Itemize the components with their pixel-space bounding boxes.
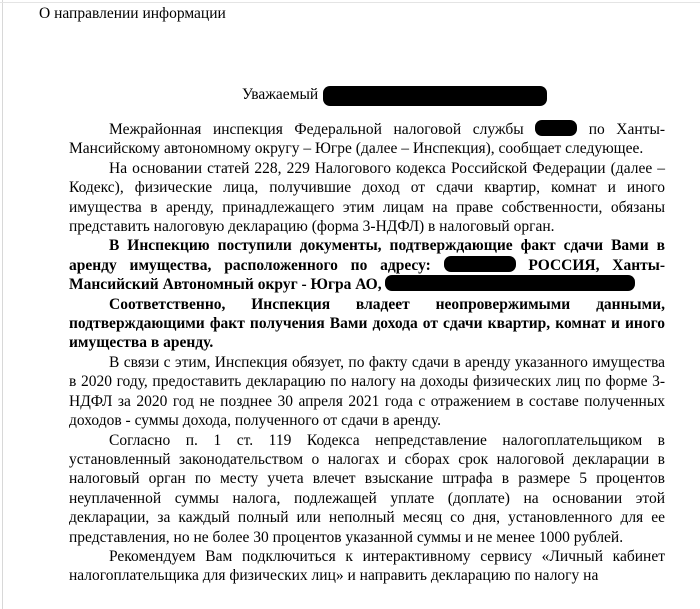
subject-line: О направлении информации <box>39 5 226 22</box>
paragraph-3: В Инспекцию поступили документы, подтверждающие факт сдачи Вами в аренду имущества, расположенного по адресу: РОССИЯ, Ханты-Мансийский Автономный округ - Югра АО, <box>69 237 666 294</box>
paragraph-5: В связи с этим, Инспекция обязует, по факту сдачи в аренду указанного имущества в 2020 году, предоставить декларацию по налогу на доходы физических лиц по форме 3-НДФЛ за 2020 год не позднее 30 апреля 2021 года с отражением в составе полученных доходов - суммы дохода, полученного от сдачи в аренду. <box>69 353 665 430</box>
paragraph-6: Согласно п. 1 ст. 119 Кодекса непредставление налогоплательщиком в установленный законодательством о налогах и сборах срок налоговой декларации в налоговый орган по месту учета влечет взыскание штрафа в размере 5 процентов неуплаченной суммы налога, подлежащей уплате (доплате) на основании этой декларации, за каждый полный или неполный месяц со дня, установленного для ее представления, но не более 30 процентов указанной суммы и не менее 1000 рублей. <box>69 431 665 546</box>
greeting: Уважаемый <box>242 86 319 103</box>
letter-body <box>69 120 665 586</box>
paragraph-7: Рекомендуем Вам подключиться к интерактивному сервису «Личный кабинет налогоплательщика для физических лиц» и направить декларацию по налогу на <box>69 547 665 585</box>
paragraph-4: Соответственно, Инспекция владеет неопровержимыми данными, подтверждающими факт получения Вами дохода от сдачи квартир, комнат и иного имущества в аренду. <box>69 295 665 352</box>
redacted-address-rest <box>385 275 635 291</box>
paragraph-2: На основании статей 228, 229 Налогового кодекса Российской Федерации (далее – Кодекс), физические лица, получившие доход от сдачи квартир, комнат и иного имущества в аренду, принадлежащего этим лицам на праве собственности, обязаны представить налоговую декларацию (форма 3-НДФЛ) в налоговый орган. <box>69 159 665 236</box>
redacted-address-part <box>444 256 516 272</box>
redacted-recipient-name <box>323 86 547 106</box>
paragraph-1: Межрайонная инспекция Федеральной налоговой службы по Ханты-Мансийскому автономному округу – Югре (далее – Инспекция), сообщает следующее. <box>69 121 666 158</box>
redacted-inspection-number <box>535 120 577 136</box>
